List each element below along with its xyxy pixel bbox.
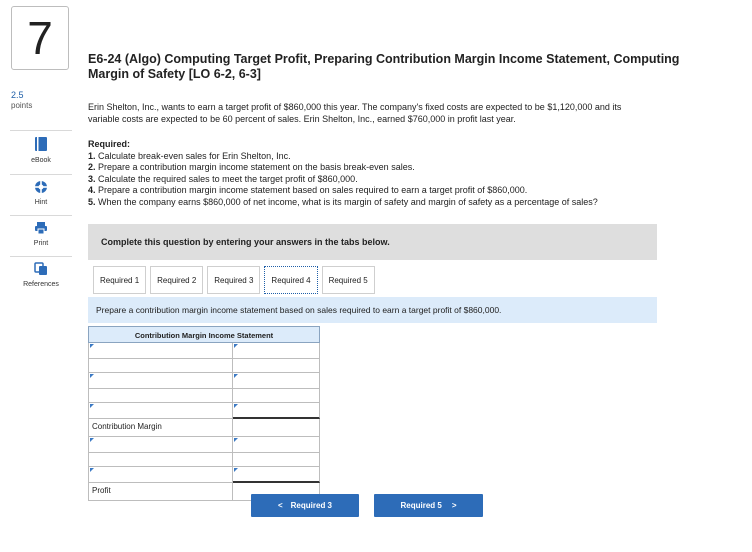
lifebuoy-icon bbox=[34, 180, 48, 194]
required-item: 3. Calculate the required sales to meet the target profit of $860,000. bbox=[88, 173, 358, 184]
sidebar-item-hint[interactable] bbox=[10, 174, 72, 214]
tab-required-3[interactable]: Required 3 bbox=[207, 266, 260, 294]
sidebar-item-label: Print bbox=[33, 240, 49, 247]
table-row bbox=[88, 373, 320, 389]
statement-header: Contribution Margin Income Statement bbox=[88, 326, 320, 343]
label-input[interactable] bbox=[88, 403, 233, 419]
table-row bbox=[88, 359, 320, 373]
amount-input[interactable] bbox=[233, 343, 320, 359]
tab-required-2[interactable]: Required 2 bbox=[150, 266, 203, 294]
sidebar-item-print[interactable] bbox=[10, 215, 72, 255]
profit-label: Profit bbox=[88, 483, 233, 501]
chevron-left-icon: < bbox=[277, 501, 283, 510]
chevron-right-icon: > bbox=[451, 501, 457, 510]
question-number: 7 bbox=[11, 6, 69, 70]
required-item: 5. When the company earns $860,000 of net income, what is its margin of safety and margin of safety as a percentage of sales? bbox=[88, 196, 598, 207]
amount-input[interactable] bbox=[233, 467, 320, 483]
table-row bbox=[88, 389, 320, 403]
required-list bbox=[88, 139, 738, 209]
points-value: 2.5 bbox=[11, 90, 24, 100]
amount-cell bbox=[233, 359, 320, 373]
sidebar-item-label: eBook bbox=[31, 157, 51, 164]
book-icon bbox=[34, 136, 48, 152]
question-intro: Erin Shelton, Inc., wants to earn a target profit of $860,000 this year. The company's fixed costs are expected to be $1,120,000 and its variable costs are expected to be 60 percent of sales. Erin Shelton, Inc., earned $760,000 in profit last year. bbox=[88, 102, 622, 124]
tab-required-4[interactable]: Required 4 bbox=[264, 266, 317, 294]
required-tabs bbox=[93, 266, 379, 294]
amount-cell bbox=[233, 453, 320, 467]
required-item: 4. Prepare a contribution margin income statement based on sales required to earn a target profit of $860,000. bbox=[88, 185, 528, 196]
question-title: E6-24 (Algo) Computing Target Profit, Preparing Contribution Margin Income Statement, Computing Margin of Safety [LO 6-2, 6-3] bbox=[88, 52, 680, 81]
tab-required-5[interactable]: Required 5 bbox=[322, 266, 375, 294]
required-heading: Required: bbox=[88, 139, 131, 149]
tab-prompt: Prepare a contribution margin income statement based on sales required to earn a target profit of $860,000. bbox=[88, 297, 657, 323]
table-row bbox=[88, 437, 320, 453]
label-input[interactable] bbox=[88, 437, 233, 453]
sidebar-item-references[interactable] bbox=[10, 256, 72, 296]
copy-icon bbox=[34, 262, 48, 276]
table-row bbox=[88, 467, 320, 483]
table-row bbox=[88, 453, 320, 467]
printer-icon bbox=[34, 221, 48, 235]
label-cell bbox=[88, 359, 233, 373]
amount-input[interactable] bbox=[233, 403, 320, 419]
points-label: points bbox=[11, 101, 33, 110]
label-cell bbox=[88, 453, 233, 467]
table-row bbox=[88, 403, 320, 419]
instruction-banner: Complete this question by entering your answers in the tabs below. bbox=[88, 224, 657, 260]
sidebar-item-label: References bbox=[23, 281, 59, 288]
amount-input[interactable] bbox=[233, 437, 320, 453]
label-input[interactable] bbox=[88, 373, 233, 389]
amount-cell bbox=[233, 389, 320, 403]
required-item: 2. Prepare a contribution margin income statement on the basis break-even sales. bbox=[88, 162, 415, 173]
required-item: 1. Calculate break-even sales for Erin Shelton, Inc. bbox=[88, 150, 291, 161]
prev-required-button[interactable]: < Required 3 bbox=[251, 494, 359, 517]
label-cell bbox=[88, 389, 233, 403]
amount-input[interactable] bbox=[233, 373, 320, 389]
table-row bbox=[88, 419, 320, 437]
tab-required-1[interactable]: Required 1 bbox=[93, 266, 146, 294]
table-row bbox=[88, 343, 320, 359]
sidebar-item-ebook[interactable] bbox=[10, 130, 72, 170]
contribution-margin-amount bbox=[233, 419, 320, 437]
label-input[interactable] bbox=[88, 343, 233, 359]
sidebar-item-label: Hint bbox=[34, 199, 48, 206]
income-statement-table bbox=[88, 326, 320, 501]
contribution-margin-label: Contribution Margin bbox=[88, 419, 233, 437]
next-required-button[interactable]: Required 5 > bbox=[374, 494, 483, 517]
label-input[interactable] bbox=[88, 467, 233, 483]
